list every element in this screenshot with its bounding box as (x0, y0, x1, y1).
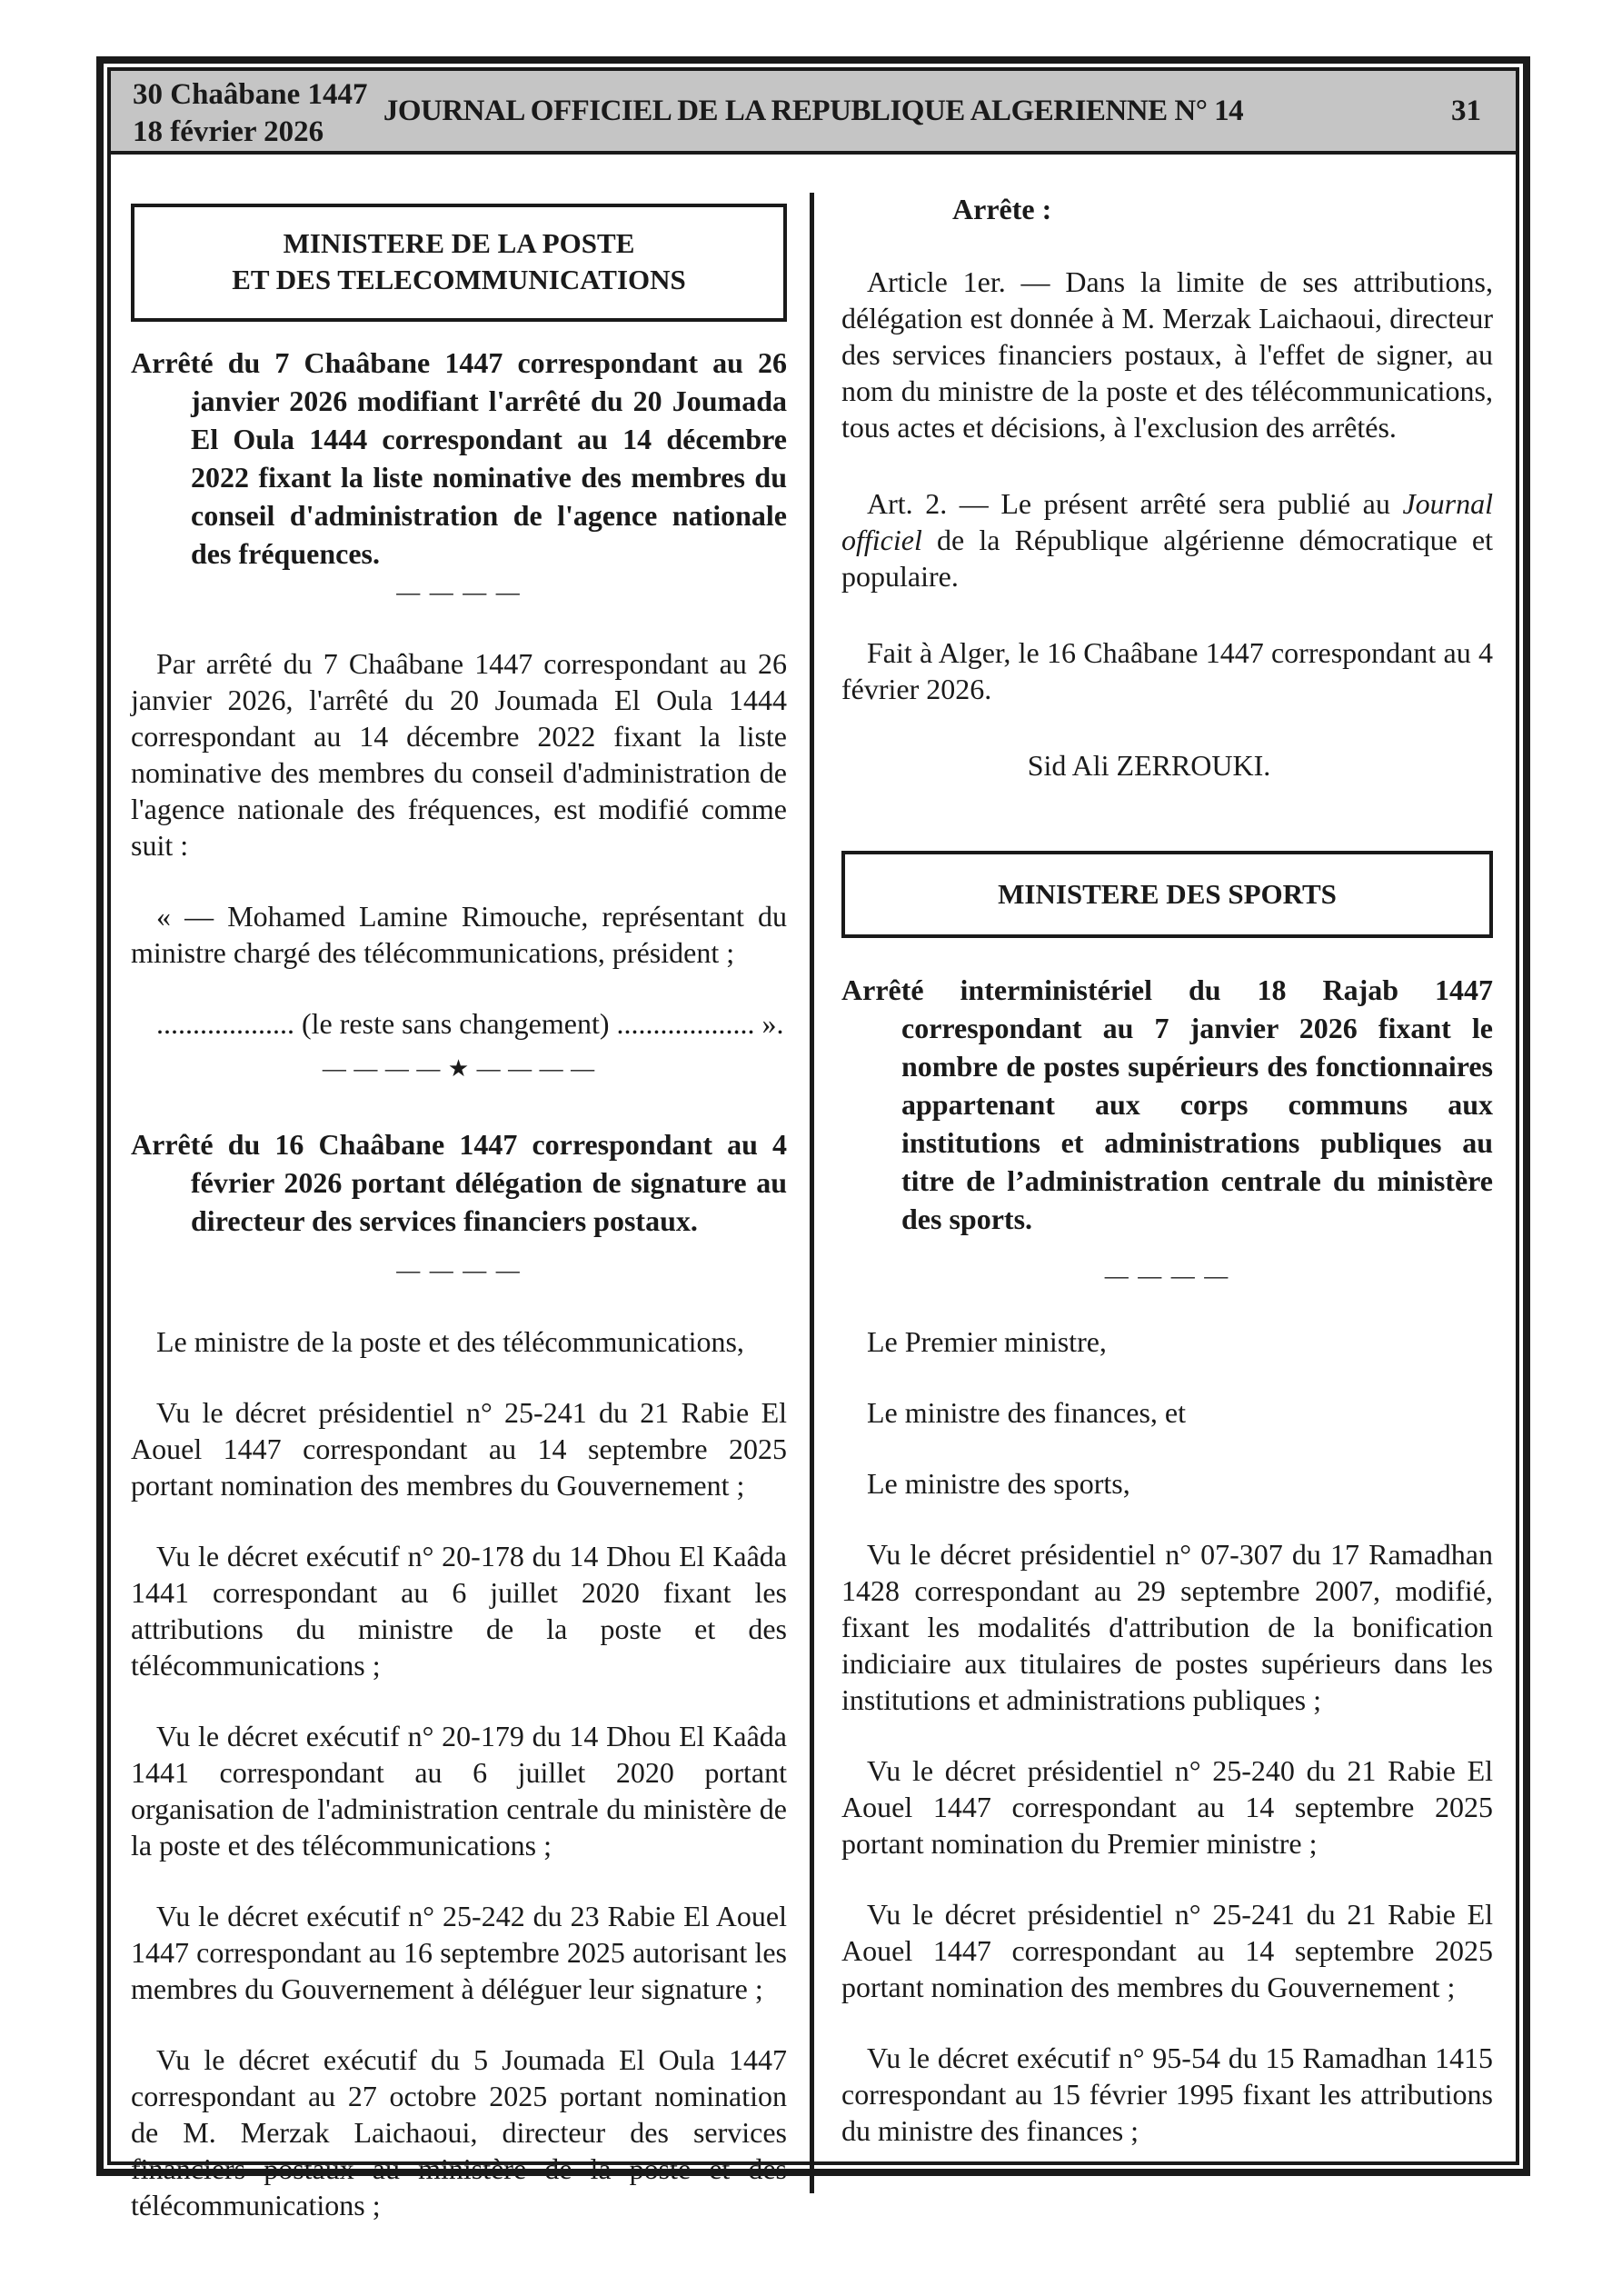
arrete-heading-1: Arrêté du 7 Chaâbane 1447 correspondant au 26 janvier 2026 modifiant l'arrêté du 20 Joumada El Oula 1444 correspondant au 14 décembre 2022 fixant la liste nominative des membres du conseil d'administration de l'agence nationale des fréquences. (131, 346, 787, 570)
page-frame-inner (107, 67, 1519, 2221)
ministry-box-poste (131, 204, 787, 322)
body-paragraph: Le ministre des sports, (867, 1467, 1130, 1500)
column-divider (810, 193, 814, 2193)
body-paragraph: « — Mohamed Lamine Rimouche, représentant du ministre chargé des télécommunications, président ; (131, 900, 787, 969)
signature: Sid Ali ZERROUKI. (1027, 749, 1271, 782)
journal-title: JOURNAL OFFICIEL DE LA REPUBLIQUE ALGERIENNE N° 14 (383, 94, 1244, 127)
page-number: 31 (1451, 94, 1481, 127)
ministry-box-line2: ET DES TELECOMMUNICATIONS (232, 264, 686, 295)
fait-a-alger-line: Fait à Alger, le 16 Chaâbane 1447 correspondant au 4 février 2026. (841, 636, 1493, 705)
journal-officiel-italic: Journal officiel (841, 487, 1493, 556)
body-paragraph: Le ministre des finances, et (867, 1396, 1186, 1429)
vu-paragraph: Vu le décret exécutif n° 95-54 du 15 Ramadhan 1415 correspondant au 15 février 1995 fixant les attributions du ministre des finances ; (841, 2041, 1493, 2147)
page-frame (96, 56, 1530, 2221)
article-2-text: Art. 2. — Le présent arrêté sera publié au (867, 487, 1403, 520)
article-1-paragraph: Article 1er. — Dans la limite de ses attributions, délégation est donnée à M. Merzak Laichaoui, directeur des services financiers postaux, à l'effet de signer, au nom du ministre de la poste et des télécommunications, tous actes et décisions, à l'exclusion des arrêtés. (841, 265, 1493, 444)
star-separator: — — — — ★ — — — — (322, 1055, 596, 1082)
vu-paragraph: Vu le décret exécutif n° 25-242 du 23 Rabie El Aouel 1447 correspondant au 16 septembre 2025 autorisant les membres du Gouvernement à déléguer leur signature ; (131, 1900, 787, 2005)
ministry-box-sports: MINISTERE DES SPORTS (841, 851, 1493, 938)
left-column (111, 155, 810, 2223)
arrete-heading-2: Arrêté du 16 Chaâbane 1447 correspondant au 4 février 2026 portant délégation de signature au directeur des services financiers postaux. (131, 1128, 787, 1237)
ellipsis-line: ................... (le reste sans changement) ................... ». (156, 1007, 784, 1040)
dash-separator: — — — — (1104, 1263, 1230, 1289)
gregorian-date: 18 février 2026 (133, 115, 324, 148)
vu-paragraph: Vu le décret exécutif n° 20-178 du 14 Dhou El Kaâda 1441 correspondant au 6 juillet 2020 fixant les attributions du ministre de la poste et des télécommunications ; (131, 1540, 787, 1682)
dash-separator: — — — — (396, 579, 522, 605)
article-2-paragraph (841, 485, 1493, 594)
article-2-text-end: de la République algérienne démocratique et populaire. (841, 524, 1493, 593)
right-column (810, 155, 1516, 2149)
vu-paragraph: Vu le décret présidentiel n° 25-241 du 21 Rabie El Aouel 1447 correspondant au 14 septembre 2025 portant nomination des membres du Gouvernement ; (841, 1898, 1493, 2003)
vu-paragraph: Vu le décret exécutif du 5 Joumada El Oula 1447 correspondant au 27 octobre 2025 portant nomination de M. Merzak Laichaoui, directeur des services financiers postaux au ministère de la poste et des télécommunications ; (131, 2043, 787, 2221)
body-paragraph: Le ministre de la poste et des télécommunications, (156, 1325, 744, 1358)
vu-paragraph: Vu le décret présidentiel n° 25-241 du 21 Rabie El Aouel 1447 correspondant au 14 septembre 2025 portant nomination des membres du Gouvernement ; (131, 1396, 787, 1502)
vu-paragraph: Vu le décret présidentiel n° 25-240 du 21 Rabie El Aouel 1447 correspondant au 14 septembre 2025 portant nomination du Premier ministre ; (841, 1754, 1493, 1860)
dash-separator: — — — — (396, 1257, 522, 1283)
hijri-date: 30 Chaâbane 1447 (133, 78, 368, 111)
arrete-heading-sports: Arrêté interministériel du 18 Rajab 1447 correspondant au 7 janvier 2026 fixant le nombre de postes supérieurs des fonctionnaires appartenant aux corps communs aux institutions et administrations publiques au titre de l’administration centrale du ministère des sports. (841, 973, 1493, 1235)
ministry-box-line1: MINISTERE DE LA POSTE (283, 227, 635, 259)
body-paragraph: Par arrêté du 7 Chaâbane 1447 correspondant au 26 janvier 2026, l'arrêté du 20 Joumada El Oula 1444 correspondant au 14 décembre 2022 fixant la liste nominative des membres du conseil d'administration de l'agence nationale des fréquences, est modifié comme suit : (131, 647, 787, 862)
header-band (111, 71, 1516, 155)
vu-paragraph: Vu le décret exécutif n° 20-179 du 14 Dhou El Kaâda 1441 correspondant au 6 juillet 2020 portant organisation de l'administration centrale du ministère de la poste et des télécommunications ; (131, 1720, 787, 1862)
page-content (111, 155, 1516, 2223)
vu-paragraph: Vu le décret présidentiel n° 07-307 du 17 Ramadhan 1428 correspondant au 29 septembre 2007, modifié, fixant les modalités d'attribution de la bonification indiciaire aux titulaires de postes supérieurs dans les institutions et administrations publiques ; (841, 1538, 1493, 1716)
body-paragraph: Le Premier ministre, (867, 1325, 1107, 1358)
arrete-label: Arrête : (952, 193, 1052, 225)
